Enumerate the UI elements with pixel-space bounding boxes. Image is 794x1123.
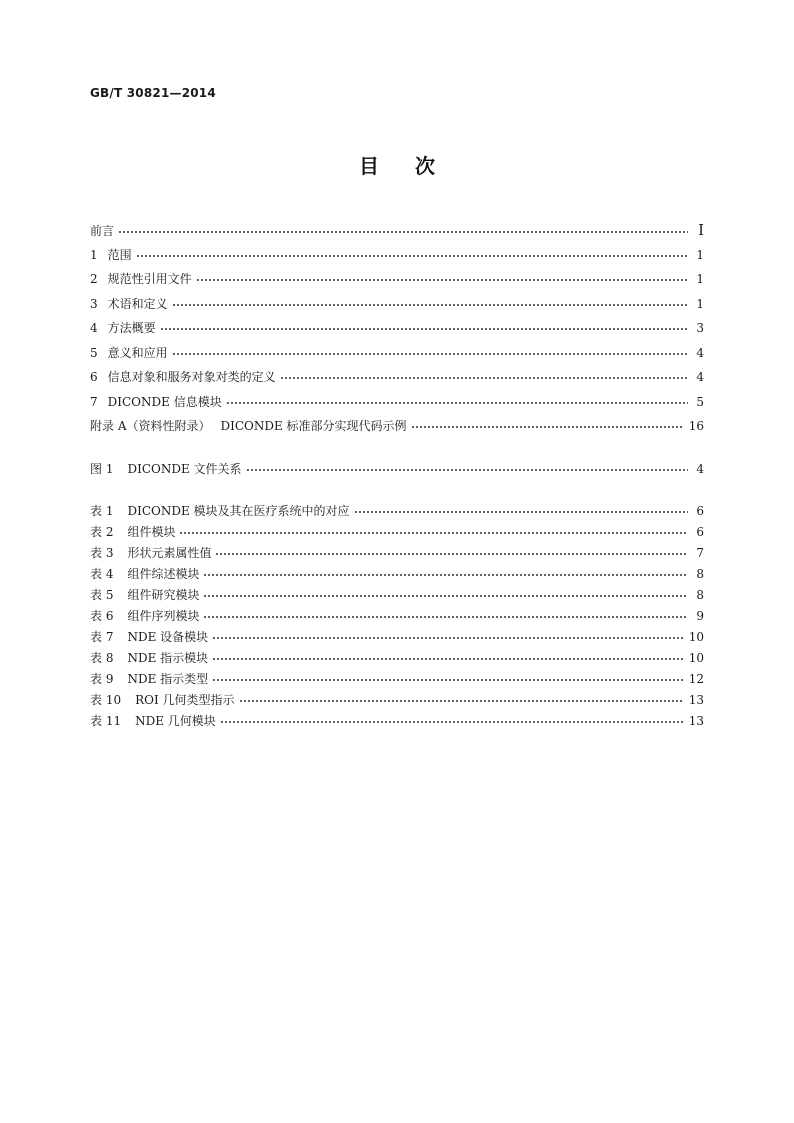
- table-entry-label: NDE 设备模块: [127, 630, 209, 644]
- dot-leader: [203, 606, 688, 620]
- table-entry[interactable]: [90, 648, 704, 669]
- table-entry-label: 组件研究模块: [127, 588, 200, 602]
- dot-leader: [196, 269, 688, 283]
- table-entry-page-number: 10: [688, 651, 704, 665]
- dot-leader: [354, 501, 688, 515]
- table-entry-number: 表 5: [90, 588, 114, 602]
- table-entry-page-number: 8: [696, 567, 704, 581]
- table-entry-title: [90, 543, 215, 564]
- toc-entry-title: [90, 341, 172, 366]
- table-entry[interactable]: [90, 522, 704, 543]
- dot-leader: [411, 416, 683, 430]
- toc-entry-page-number: 1: [696, 247, 704, 262]
- toc-entry[interactable]: [90, 292, 704, 317]
- table-entry[interactable]: [90, 627, 704, 648]
- toc-entry-page-number: 1: [696, 272, 704, 286]
- table-entry-label: NDE 指示类型: [127, 672, 209, 686]
- table-entry[interactable]: [90, 669, 704, 690]
- table-entry[interactable]: [90, 690, 704, 711]
- table-entry-title: [90, 627, 212, 648]
- toc-entry-page-number: 3: [696, 321, 704, 335]
- toc-entry-number: 7: [90, 394, 98, 409]
- toc-figures: [90, 459, 704, 479]
- table-entry-title: [90, 690, 239, 711]
- table-entry[interactable]: [90, 564, 704, 585]
- table-entry-number: 表 11: [90, 714, 122, 728]
- table-entry-page-number: 10: [688, 630, 704, 644]
- table-entry-page-number: 13: [688, 693, 704, 707]
- dot-leader: [172, 343, 688, 357]
- dot-leader: [226, 392, 688, 406]
- dot-leader: [212, 669, 683, 683]
- table-entry-page-number: 13: [688, 714, 704, 728]
- table-entry[interactable]: [90, 711, 704, 732]
- table-entry-title: [90, 501, 354, 522]
- dot-leader: [212, 648, 683, 662]
- dot-leader: [239, 690, 683, 704]
- toc-entry-title: [90, 390, 226, 415]
- toc-entry[interactable]: [90, 365, 704, 390]
- toc-entry-page-number: 5: [696, 394, 704, 409]
- table-entry-number: 表 4: [90, 567, 114, 581]
- toc-entry-title: [90, 414, 411, 439]
- dot-leader: [179, 522, 688, 536]
- table-entry-number: 表 8: [90, 651, 114, 665]
- toc-entry-number: 5: [90, 345, 98, 360]
- toc-entry[interactable]: [90, 267, 704, 292]
- dot-leader: [280, 367, 688, 381]
- toc-entry-page-number: 4: [696, 370, 704, 384]
- toc-entry-label: 前言: [90, 224, 115, 238]
- figure-entry-title: [90, 459, 246, 479]
- toc-entry-page-number: 16: [688, 419, 704, 433]
- table-entry[interactable]: [90, 606, 704, 627]
- table-entry-label: ROI 几何类型指示: [135, 693, 235, 707]
- dot-leader: [246, 459, 688, 473]
- table-entry-number: 表 2: [90, 525, 114, 539]
- table-entry[interactable]: [90, 585, 704, 606]
- dot-leader: [118, 221, 688, 235]
- page-title: 目次: [359, 154, 471, 178]
- table-entry-label: 形状元素属性值: [127, 546, 212, 560]
- table-entry-number: 表 1: [90, 504, 114, 518]
- toc-entry[interactable]: [90, 316, 704, 341]
- dot-leader: [220, 711, 683, 725]
- table-entry-page-number: 9: [696, 609, 704, 623]
- dot-leader: [212, 627, 683, 641]
- toc-entry-label: DICONDE 信息模块: [107, 394, 222, 409]
- dot-leader: [215, 543, 688, 557]
- toc-sections: [90, 218, 704, 439]
- dot-leader: [203, 564, 688, 578]
- table-entry-number: 表 3: [90, 546, 114, 560]
- toc-entry-label: 规范性引用文件: [107, 272, 192, 286]
- toc-entry-label: 术语和定义: [107, 296, 168, 311]
- table-entry-label: 组件综述模块: [127, 567, 200, 581]
- table-entry[interactable]: [90, 543, 704, 564]
- toc-entry-title: [90, 243, 136, 268]
- toc-entry-number: 4: [90, 321, 98, 335]
- table-entry-number: 表 7: [90, 630, 114, 644]
- dot-leader: [172, 294, 688, 308]
- toc-entry-number: 2: [90, 272, 98, 286]
- toc-entry-label: 方法概要: [107, 321, 156, 335]
- figure-entry[interactable]: [90, 459, 704, 479]
- toc-entry-label: DICONDE 标准部分实现代码示例: [220, 419, 407, 433]
- table-entry-title: [90, 711, 220, 732]
- table-entry-page-number: 12: [688, 672, 704, 686]
- dot-leader: [136, 245, 688, 259]
- toc-entry-label: 信息对象和服务对象对类的定义: [107, 370, 276, 384]
- figure-entry-label: DICONDE 文件关系: [127, 462, 242, 476]
- toc-entry-title: [90, 292, 172, 317]
- dot-leader: [160, 318, 688, 332]
- table-entry-title: [90, 522, 179, 543]
- toc-entry-number: 6: [90, 370, 98, 384]
- toc-entry[interactable]: [90, 414, 704, 439]
- table-entry-label: 组件序列模块: [127, 609, 200, 623]
- toc-entry-title: [90, 219, 118, 244]
- table-entry-page-number: 6: [696, 504, 704, 518]
- table-entry-title: [90, 606, 203, 627]
- toc-entry-page-number: Ⅰ: [698, 221, 704, 239]
- toc-entry-title: [90, 267, 196, 292]
- table-entry-page-number: 6: [696, 525, 704, 539]
- standard-code: GB/T 30821—2014: [90, 86, 216, 100]
- toc-entry-number: 附录 A（资料性附录）: [90, 419, 211, 433]
- table-entry-page-number: 7: [696, 546, 704, 560]
- toc-entry[interactable]: [90, 243, 704, 268]
- toc-entry-title: [90, 365, 280, 390]
- table-entry-number: 表 10: [90, 693, 122, 707]
- table-entry-label: NDE 几何模块: [135, 714, 216, 728]
- table-entry-title: [90, 564, 203, 585]
- toc-tables: [90, 501, 704, 732]
- table-entry-title: [90, 669, 212, 690]
- toc-entry[interactable]: [90, 390, 704, 415]
- table-entry[interactable]: [90, 501, 704, 522]
- table-entry-title: [90, 648, 212, 669]
- toc-entry-page-number: 1: [696, 296, 704, 311]
- toc-entry-number: 3: [90, 296, 98, 311]
- table-entry-number: 表 9: [90, 672, 114, 686]
- toc-entry-number: 1: [90, 247, 98, 262]
- dot-leader: [203, 585, 688, 599]
- table-entry-label: DICONDE 模块及其在医疗系统中的对应: [127, 504, 350, 518]
- toc-entry[interactable]: [90, 218, 704, 243]
- table-entry-page-number: 8: [696, 588, 704, 602]
- table-entry-label: NDE 指示模块: [127, 651, 209, 665]
- figure-entry-number: 图 1: [90, 462, 114, 476]
- toc-entry[interactable]: [90, 341, 704, 366]
- toc-entry-label: 范围: [107, 247, 132, 262]
- table-entry-title: [90, 585, 203, 606]
- toc-entry-title: [90, 316, 160, 341]
- figure-entry-page-number: 4: [696, 462, 704, 476]
- toc-entry-label: 意义和应用: [107, 345, 168, 360]
- toc-entry-page-number: 4: [696, 345, 704, 360]
- table-entry-label: 组件模块: [127, 525, 176, 539]
- table-entry-number: 表 6: [90, 609, 114, 623]
